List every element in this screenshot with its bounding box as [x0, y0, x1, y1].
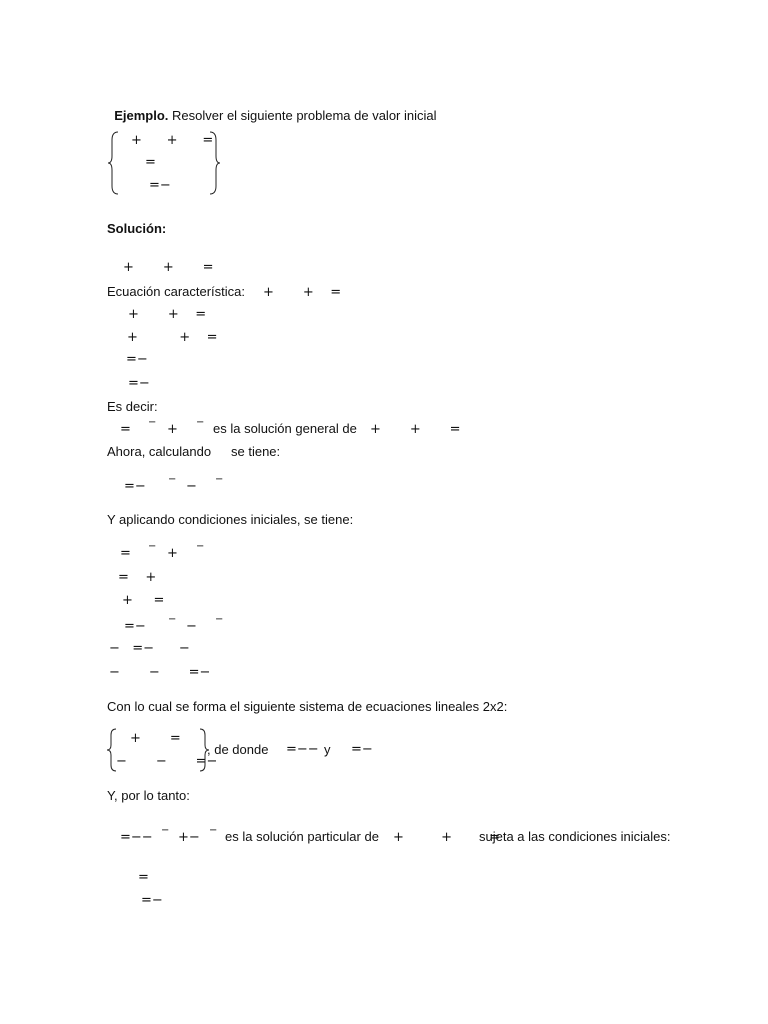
ic-line-2: = +: [118, 570, 157, 585]
left-brace-icon: [106, 130, 122, 196]
general-exp-1: −: [148, 417, 157, 428]
char-eq: + + =: [263, 285, 342, 300]
se-tiene: se tiene:: [231, 444, 281, 459]
conditions-text: sujeta a las condiciones iniciales:: [479, 829, 671, 844]
linear-system-row-2: − − =−: [116, 754, 218, 769]
step-4: =−: [128, 376, 150, 391]
general-text: es la solución general de: [213, 421, 357, 436]
system-row-1: + + =: [131, 133, 214, 148]
final-condition-2: =−: [141, 893, 163, 908]
general-ode: + + =: [370, 422, 461, 437]
ic-line-4-eq: =−: [124, 619, 146, 634]
ic-line-5: − =− −: [109, 641, 190, 656]
particular-text: es la solución particular de: [225, 829, 379, 844]
particular-prefix: =−−: [120, 830, 153, 845]
differential-equation: + + =: [123, 260, 214, 275]
right-brace-icon: [207, 130, 223, 196]
y-conjunction: y: [324, 742, 331, 757]
ic-line-4-minus: −: [186, 619, 197, 634]
ic-line-4-exp-1: −: [168, 614, 177, 625]
derivative-exp-2: −: [215, 474, 224, 485]
solution-c2: =−: [351, 742, 373, 757]
por-lo-tanto: Y, por lo tanto:: [107, 788, 190, 803]
ic-line-1-exp-2: −: [196, 541, 205, 552]
derivative-exp-1: −: [168, 474, 177, 485]
system-row-3: =−: [149, 178, 171, 193]
solution-c1: =−−: [286, 742, 319, 757]
derivative-minus: −: [186, 479, 197, 494]
particular-ode: + + =: [393, 830, 501, 845]
step-3: =−: [126, 352, 148, 367]
general-eq-sign: =: [120, 422, 131, 437]
ic-line-3: + =: [122, 593, 165, 608]
particular-plus: +−: [178, 830, 200, 845]
es-decir: Es decir:: [107, 399, 158, 414]
example-text: Resolver el siguiente problema de valor inicial: [168, 108, 437, 123]
final-condition-1: =: [138, 870, 149, 885]
ic-line-4-exp-2: −: [215, 614, 224, 625]
solution-heading: Solución:: [107, 221, 167, 236]
ic-line-1-eq: =: [120, 546, 131, 561]
particular-exp-1: −: [161, 825, 170, 836]
char-eq-label: Ecuación característica:: [107, 284, 246, 299]
particular-exp-2: −: [209, 825, 218, 836]
derivative-eq: =−: [124, 479, 146, 494]
system-row-2: =: [145, 155, 156, 170]
ic-line-1-plus: +: [167, 546, 178, 561]
apply-conditions-text: Y aplicando condiciones iniciales, se tiene:: [107, 512, 354, 527]
system-intro-text: Con lo cual se forma el siguiente sistema de ecuaciones lineales 2x2:: [107, 699, 508, 714]
general-exp-2: −: [196, 417, 205, 428]
step-2: + + =: [127, 330, 218, 345]
ahora-calculando: Ahora, calculando: [107, 444, 212, 459]
general-plus: +: [167, 422, 178, 437]
de-donde: , de donde: [207, 742, 269, 757]
example-label: Ejemplo.: [114, 108, 169, 123]
linear-system-row-1: + =: [130, 731, 181, 746]
ic-line-1-exp-1: −: [148, 541, 157, 552]
step-1: + + =: [128, 307, 207, 322]
ic-line-6: − − =−: [109, 665, 211, 680]
example-heading: [107, 92, 437, 124]
